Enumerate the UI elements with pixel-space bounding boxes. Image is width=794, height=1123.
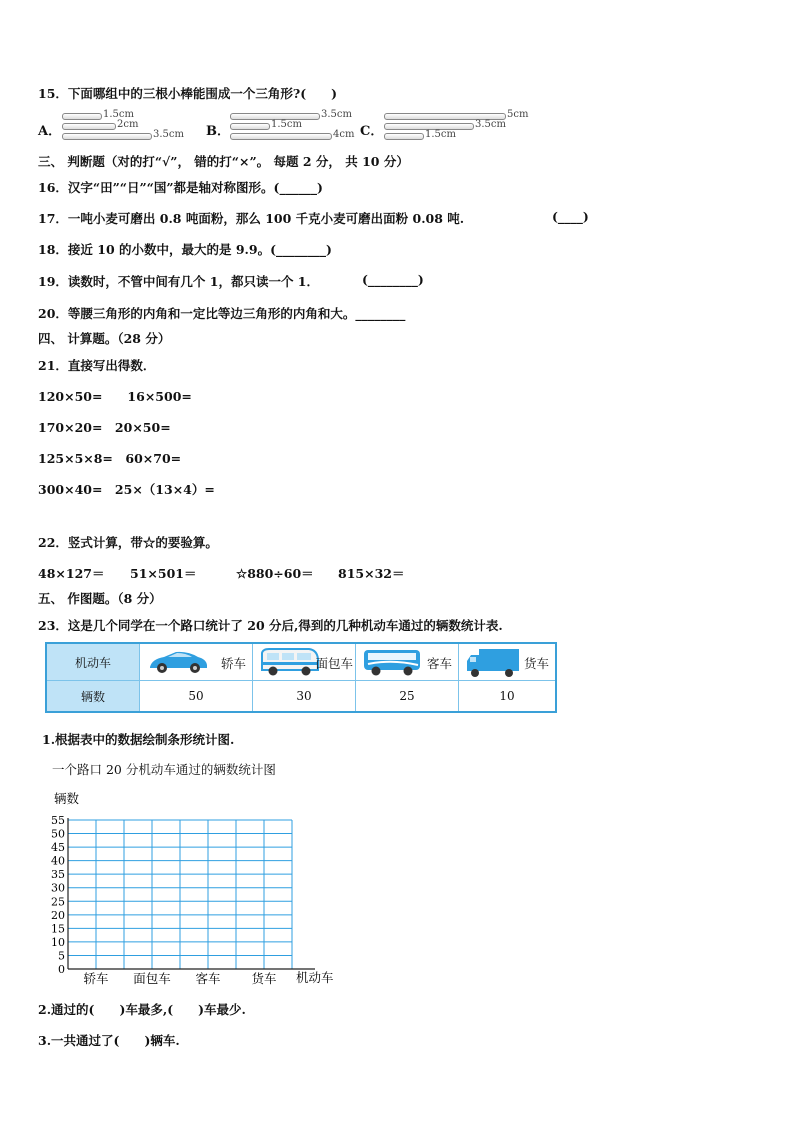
q15-option-letter: C． xyxy=(360,124,384,139)
q15-text: 15．下面哪组中的三根小棒能围成一个三角形?( ) xyxy=(38,86,338,101)
q22-item: ☆880÷60＝ xyxy=(236,566,314,581)
stick-bar xyxy=(62,113,102,120)
q21-title: 21．直接写出得数． xyxy=(38,358,156,373)
vehicle-cell-van xyxy=(253,643,356,681)
x-category-label: 面包车 xyxy=(133,971,171,986)
y-tick-label: 0 xyxy=(58,963,65,976)
y-tick-label: 30 xyxy=(51,881,65,895)
y-tick-label: 25 xyxy=(51,895,65,909)
stick-length-label: 1.5cm xyxy=(103,109,134,120)
q21-row: 125×5×8= 60×70= xyxy=(38,451,182,466)
stick-bar xyxy=(384,133,424,140)
count-row xyxy=(46,681,556,713)
section4-heading: 四、 计算题。（28 分） xyxy=(38,331,171,346)
x-axis-label: 机动车 xyxy=(296,970,334,985)
q22-item: 815×32＝ xyxy=(338,566,405,581)
y-tick-label: 40 xyxy=(51,854,65,868)
q20-text: 20．等腰三角形的内角和一定比等边三角形的内角和大。________ xyxy=(38,306,406,321)
stick-length-label: 3.5cm xyxy=(475,119,506,130)
q22-item: 51×501＝ xyxy=(130,566,197,581)
stick-length-label: 4cm xyxy=(333,129,355,140)
y-tick-label: 15 xyxy=(51,922,65,936)
stick-length-label: 3.5cm xyxy=(153,129,184,140)
count-cell: 30 xyxy=(253,681,356,713)
vehicle-name: 客车 xyxy=(426,656,452,671)
bus-icon xyxy=(362,647,422,677)
vehicle-name: 货车 xyxy=(523,656,549,671)
vehicle-name: 面包车 xyxy=(315,656,353,671)
vehicle-count-table xyxy=(45,642,557,713)
y-tick-label: 10 xyxy=(51,935,65,949)
truck-icon xyxy=(465,647,521,679)
q21-row: 300×40= 25×（13×4）= xyxy=(38,482,215,497)
vehicle-cell-truck xyxy=(459,643,557,681)
van-icon xyxy=(259,647,319,677)
q18-text: 18．接近 10 的小数中，最大的是 9.9。(________) xyxy=(38,242,332,257)
y-tick-label: 55 xyxy=(51,814,65,827)
x-category-label: 货车 xyxy=(251,971,277,986)
section3-heading: 三、 判断题（对的打“√”， 错的打“×”。 每题 2 分， 共 10 分） xyxy=(38,154,409,169)
q23-title: 23．这是几个同学在一个路口统计了 20 分后,得到的几种机动车通过的辆数统计表. xyxy=(38,618,503,633)
q22-title: 22．竖式计算，带☆的要验算。 xyxy=(38,535,218,550)
q15-option-letter: B． xyxy=(206,124,230,139)
table-head-count: 辆数 xyxy=(46,681,140,713)
y-tick-label: 5 xyxy=(58,949,65,963)
y-tick-label: 45 xyxy=(51,841,65,855)
chart-title: 一个路口 20 分机动车通过的辆数统计图 xyxy=(52,762,276,777)
section5-heading: 五、 作图题。（8 分） xyxy=(38,591,162,606)
stick-length-label: 3.5cm xyxy=(321,109,352,120)
car-icon xyxy=(146,647,210,675)
y-tick-label: 35 xyxy=(51,868,65,882)
q21-row: 120×50= 16×500= xyxy=(38,389,192,404)
q17-text: 17．一吨小麦可磨出 0.8 吨面粉，那么 100 千克小麦可磨出面粉 0.08 吨. xyxy=(38,211,465,226)
y-axis-label: 辆数 xyxy=(54,791,80,806)
stick-length-label: 1.5cm xyxy=(425,129,456,140)
y-tick-label: 20 xyxy=(51,908,65,922)
stick-length-label: 2cm xyxy=(117,119,139,130)
stick-bar xyxy=(62,123,116,130)
q23-sub3: 3.一共通过了( )辆车. xyxy=(38,1033,180,1048)
q23-sub2: 2.通过的( )车最多,( )车最少. xyxy=(38,1002,246,1017)
table-head-vehicle: 机动车 xyxy=(46,643,140,681)
q15-option-letter: A． xyxy=(38,124,62,139)
x-category-label: 客车 xyxy=(195,971,221,986)
count-cell: 25 xyxy=(356,681,459,713)
stick-bar xyxy=(230,133,332,140)
x-category-label: 轿车 xyxy=(83,971,109,986)
bar-chart xyxy=(40,787,360,987)
vehicle-cell-car xyxy=(140,643,253,681)
q21-row: 170×20= 20×50= xyxy=(38,420,171,435)
stick-length-label: 1.5cm xyxy=(271,119,302,130)
count-cell: 50 xyxy=(140,681,253,713)
q19-text: 19．读数时，不管中间有几个 1，都只读一个 1． xyxy=(38,274,319,289)
q23-sub1: 1.根据表中的数据绘制条形统计图. xyxy=(42,732,235,747)
q16-text: 16．汉字“田”“日”“国”都是轴对称图形。(______) xyxy=(38,180,323,195)
q19-blank: (________) xyxy=(362,272,424,287)
vehicle-cell-bus xyxy=(356,643,459,681)
stick-bar xyxy=(230,123,270,130)
count-cell: 10 xyxy=(459,681,557,713)
vehicle-name: 轿车 xyxy=(220,656,246,671)
q22-item: 48×127＝ xyxy=(38,566,105,581)
stick-bar xyxy=(62,133,152,140)
vehicle-row xyxy=(46,643,556,681)
stick-length-label: 5cm xyxy=(507,109,529,120)
q17-blank: (____) xyxy=(552,209,589,224)
y-tick-label: 50 xyxy=(51,827,65,841)
